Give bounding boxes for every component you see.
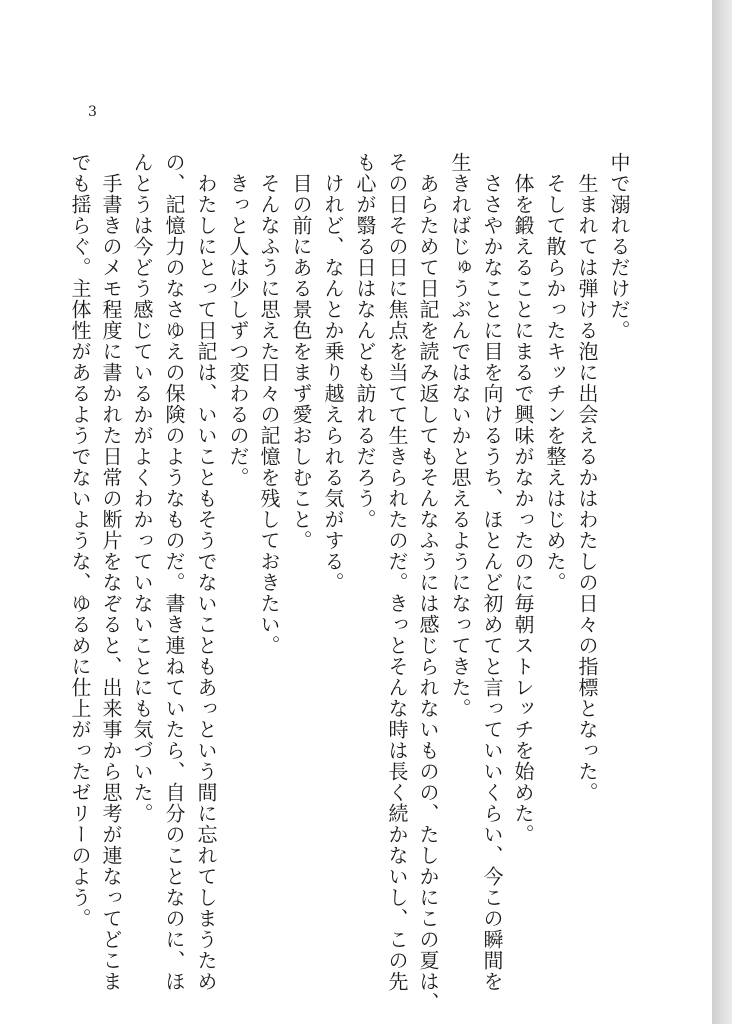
text-line-6: 生きればじゅうぶんではないかと思えるようになってきた。: [448, 152, 472, 719]
text-line-14: わたしにとって日記は、いいこともそうでないこともあっという間に忘れてしまうため: [194, 152, 218, 992]
text-line-9: も心が翳る日はなんども訪れるだろう。: [353, 152, 377, 530]
text-line-7: あらためて日記を読み返してもそんなふうには感じられないものの、たしかにこの夏は、: [416, 152, 440, 1013]
text-line-5: ささやかなことに目を向けるうち、ほとんど初めてと言っていいくらい、今この瞬間を: [480, 152, 504, 992]
text-line-4: 体を鍛えることにまるで興味がなかったのに毎朝ストレッチを始めた。: [511, 152, 535, 845]
text-line-2: 生まれては弾ける泡に出会えるかはわたしの日々の指標となった。: [575, 152, 599, 803]
page-edge-shadow: [712, 0, 732, 1024]
text-line-3: そして散らかったキッチンを整えはじめた。: [543, 152, 567, 593]
text-line-1: 中で溺れるだけだ。: [607, 152, 631, 341]
text-line-17: 手書きのメモ程度に書かれた日常の断片をなぞると、出来事から思考が連なってどこま: [99, 152, 123, 992]
text-line-11: 目の前にある景色をまず愛おしむこと。: [289, 152, 313, 551]
text-line-13: きっと人は少しずつ変わるのだ。: [226, 152, 250, 488]
text-line-16: んとうは今どう感じているかがよくわかっていないことにも気づいた。: [130, 152, 154, 824]
page-number: 3: [88, 104, 97, 120]
text-line-8: その日その日に焦点を当てて生きられたのだ。きっとそんな時は長く続かないし、この先: [385, 152, 409, 992]
text-line-15: の、記憶力のなさゆえの保険のようなものだ。書き連ねていたら、自分のことなのに、ほ: [162, 152, 186, 992]
text-line-18: でも揺らぐ。主体性があるようでないような、ゆるめに仕上がったゼリーのよう。: [68, 152, 92, 929]
text-line-12: そんなふうに思えた日々の記憶を残しておきたい。: [257, 152, 281, 656]
text-line-10: けれど、なんとか乗り越えられる気がする。: [321, 152, 345, 593]
